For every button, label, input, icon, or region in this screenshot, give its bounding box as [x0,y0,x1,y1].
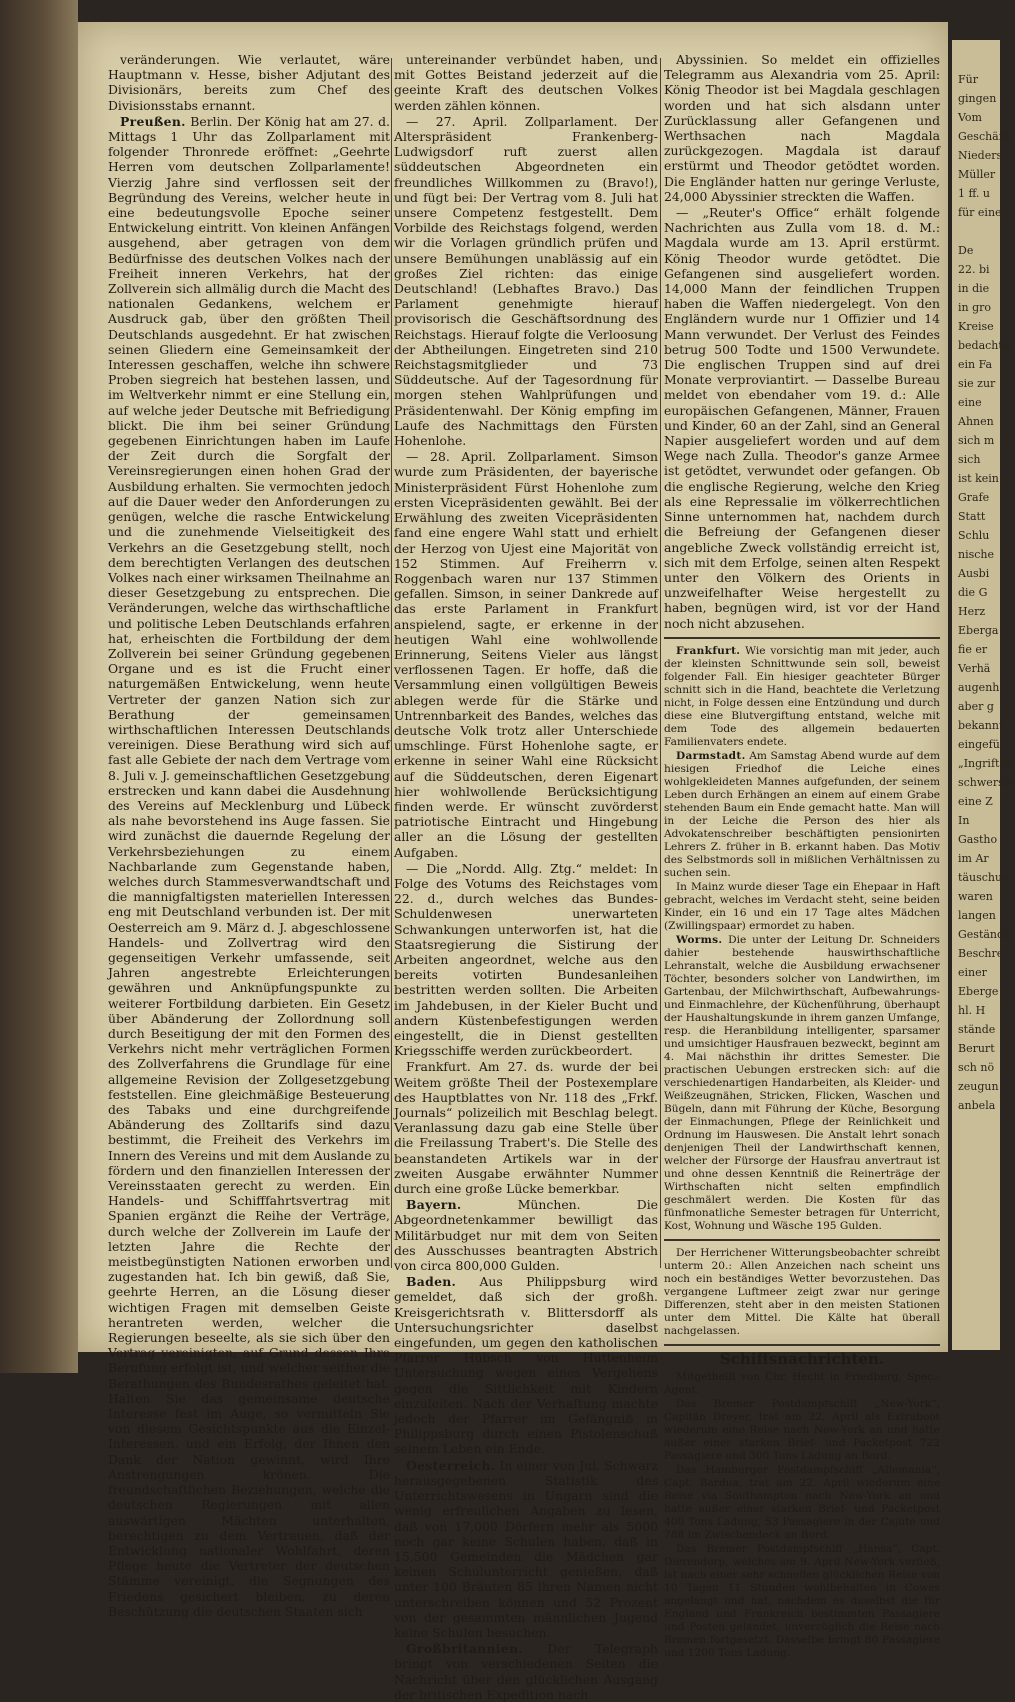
austria-heading: Oesterreich. [406,1457,496,1473]
austria-article [394,1458,658,1640]
bavaria-heading: Bayern. [406,1197,462,1213]
paragraph: untereinander verbündet haben, und mit Gottes Beistand jederzeit auf die geeinte Kraft des deutschen Volkes werden zählen können. [394,52,658,113]
worms-article [664,934,940,1233]
paragraph: — 27. April. Zollparlament. Der Alterspräsident Frankenberg-Ludwigsdorf ruft zuerst allen süddeutschen Abgeordneten ein freundliches Willkommen zu (Bravo!), und fügt bei: Der Vertrag vom 8. Juli hat unsere Competenz festgestellt. Dem Vorbilde des Reichstags folgend, werden wir die Vorlagen gründlich prüfen und unsere Bemühungen unablässig auf ein großes Ziel richten: das einige Deutschland! (Lebhaftes Bravo.) Das Parlament genehmigte hierauf provisorisch die Geschäftsordnung des Reichstags. Hierauf folgte die Verloosung der Abtheilungen. Eingetreten sind 210 Reichstagsmitglieder und 73 Süddeutsche. Auf der Tagesordnung für morgen stehen Wahlprüfungen und Präsidentenwahl. Der König empfing im Laufe des Nachmittags den Fürsten Hohenlohe. [394,113,658,449]
column-3 [664,52,940,1659]
adjacent-page-fragment [952,40,1015,1350]
baden-text: Aus Philippsburg wird gemeldet, daß sich der großh. Kreisgerichtsrath v. Blittersdorff als Untersuchungsrichter daselbst eingefunden, um gegen den katholischen Pfarrer Hübsch von Huttenheim Untersuchung wegen eines Vergehens gegen die Sittlichkeit mit Kindern einzuleiten. Nach der Verhaftung machte jedoch der Pfarrer im Gefängniß in Philippsburg durch einen Pistolenschuß seinem Leben ein Ende. [394,1274,658,1457]
intro-paragraph: veränderungen. Wie verlautet, wäre Hauptmann v. Hesse, bisher Adjutant des Divisionärs, bereits zum Chef des Divisionsstabs ernannt. [108,52,390,113]
darmstadt-article [664,750,940,880]
prussia-heading: Preußen. [120,113,186,129]
paragraph: — „Reuter's Office“ erhält folgende Nachrichten aus Zulla vom 18. d. M.: Magdala wurde am 13. April erstürmt. König Theodor wurde getödtet. Die Gefangenen sind ausgeliefert worden. 14,000 Mann der feindlichen Truppen haben die Waffen niedergelegt. Von den Engländern wurde nur 1 Offizier und 14 Mann verwundet. Der Verlust des Feindes betrug 500 Todte und 1500 Verwundete. Die englischen Truppen sind auf drei Monate verproviantirt. — Dasselbe Bureau meldet von ebendaher vom 19. d.: Alle europäischen Gefangenen, Männer, Frauen und Kinder, 60 an der Zahl, sind an General Napier ausgeliefert worden und auf dem Wege nach Zulla. Theodor's ganze Armee ist getödtet, verwundet oder gefangen. Ob die englische Regierung, welche den Krieg als eine Repressalie im völkerrechtlichen Sinne unternommen hat, nachdem durch die Befreiung der Gefangenen dieser angebliche Zweck vollständig erreicht ist, sich mit dem Erfolge, seinen alten Respekt unter den Völkern des Orients in unzweifelhafter Weise hergestellt zu haben, begnügen wird, ist vor der Hand noch nicht abzusehen. [664,205,940,631]
frankfurt-text: Wie vorsichtig man mit jeder, auch der kleinsten Schnittwunde sein soll, beweist folgender Fall. Ein hiesiger geachteter Bürger schnitt sich in die Hand, beachtete die Verletzung nicht, in Folge dessen eine Entzündung und durch diese eine Blutvergiftung entstand, welche mit dem Tode des allgemein bedauerten Familienvaters endete. [664,644,940,748]
baden-heading: Baden. [406,1274,457,1290]
worms-text: Die unter der Leitung Dr. Schneiders dahier bestehende hauswirthschaftliche Lehranstalt, welche die Ausbildung erwachsener Töchter, besonders solcher von Landwirthen, im Gartenbau, der Milchwirthschaft, Aufbewahrungs- und Einmachlehre, der Küchenführung, überhaupt der Haushaltungskunde in ihrem ganzen Umfange, resp. die Heranbildung intelligenter, sparsamer und umsichtiger Hausfrauen bezweckt, beginnt am 4. Mai nächsthin ihr drittes Semester. Die practischen Uebungen erstrecken sich: auf die verschiedenartigen Handarbeiten, als Kleider- und Weißzeugnähen, Stricken, Flicken, Waschen und Bügeln, dann mit Führung der Küche, Besorgung der Einmachungen, Pflege der Reinlichkeit und Ordnung im Hauswesen. Die Anstalt lehrt sonach denjenigen Theil der Landwirthschaft kennen, welcher der Fürsorge der Hausfrau anvertraut ist und ohne dessen Kenntniß die Reinerträge der Wirthschaften nicht selten empfindlich geschmälert werden. Die Kosten für das fünfmonatliche Semester betragen für Unterricht, Kost, Wohnung und Wäsche 195 Gulden. [664,933,940,1232]
frankfurt-heading: Frankfurt. [676,644,741,657]
frankfurt-article [664,645,940,749]
column-2 [394,52,658,1702]
britain-article [394,1641,658,1702]
baden-article [394,1274,658,1456]
section-divider [664,637,940,639]
bavaria-article [394,1197,658,1273]
paragraph: Abyssinien. So meldet ein offizielles Telegramm aus Alexandria vom 25. April: König Theodor ist bei Magdala geschlagen worden und hat sich alsdann unter Zurücklassung aller Gefangenen und Werthsachen nach Magdala zurückgezogen. Magdala ist darauf erstürmt und Theodor getödtet worden. Die Engländer hatten nur geringe Verluste, 24,000 Abyssinier streckten die Waffen. [664,52,940,204]
shipping-intro: Mitgetheilt von Chr. Hecht in Friedberg, Spec.-Agent. [664,1370,940,1396]
prussia-text: Berlin. Der König hat am 27. d. Mittags 1 Uhr das Zollparlament mit folgender Thronrede eröffnet: „Geehrte Herren vom deutschen Zollparlamente! Vierzig Jahre sind verflossen seit der Begründung des Vereins, welcher heute in eine bedeutungsvolle Epoche seiner Entwickelung eintritt. Von kleinen Anfängen ausgehend, aber getragen von dem Bedürfnisse des deutschen Volkes nach der Freiheit inneren Verkehrs, hat der Zollverein sich allmälig durch die Macht des nationalen Gedankens, welchem er Ausdruck gab, über den größten Theil Deutschlands ausgedehnt. Er hat zwischen seinen Gliedern eine Gemeinsamkeit der Interessen geschaffen, welche ihn schwere Proben siegreich hat bestehen lassen, und im Weltverkehr nimmt er eine Stellung ein, auf welche jeder Deutsche mit Befriedigung blickt. Die ihm bei seiner Gründung gegebenen Einrichtungen haben im Laufe der Zeit durch die Sorgfalt der Vereinsregierungen einen hohen Grad der Ausbildung erhalten. Sie vermochten jedoch auf die Dauer weder den Anforderungen zu genügen, welche die rasche Entwickelung und die zunehmende Vielseitigkeit des Verkehrs an die Gesetzgebung stellt, noch dem berechtigten Verlangen des deutschen Volkes nach einer wirksamen Theilnahme an dieser Gesetzgebung zu entsprechen. Die Veränderungen, welche das wirthschaftliche und politische Leben Deutschlands erfahren hat, erheischten die Fortbildung der dem Zollverein bei seiner Gründung gegebenen Organe und es ist die Frucht einer naturgemäßen Entwickelung, wenn heute Vertreter der ganzen Nation sich zur Berathung der gemeinsamen wirthschaftlichen Interessen Deutschlands vereinigen. Diese Berathung wird sich auf fast alle Gebiete der nach dem Vertrage vom 8. Juli v. J. gemeinschaftlichen Gesetzgebung erstrecken und kann dabei die Ausdehnung des Vereins auf Mecklenburg und Lübeck als nahe bevorstehend ins Auge fassen. Sie wird zunächst die dauernde Regelung der Verkehrsbeziehungen zu einem Nachbarlande zum Gegenstande haben, welches durch Stammesverwandtschaft und die mannigfaltigsten materiellen Interessen eng mit Deutschland verbunden ist. Der mit Oesterreich am 9. März d. J. abgeschlossene Handels- und Zollvertrag wird den gegenseitigen Verkehr umfassende, seit Jahren angestrebte Erleichterungen gewähren und Anknüpfungspunkte zu weiterer Fortbildung darbieten. Ein Gesetz über Abänderung der Zollordnung soll durch Beseitigung der mit den Formen des Verkehrs nicht mehr verträglichen Formen des Zollverfahrens die Grundlage für eine allgemeine Revision der Zollgesetzgebung feststellen. Eine gleichmäßige Besteuerung des Tabaks und eine durchgreifende Abänderung des Zolltarifs sind dazu bestimmt, die Freiheit des Verkehrs im Innern des Vereins und mit dem Auslande zu fördern und den finanziellen Interessen der Vereinsstaaten gerecht zu werden. Ein Handels- und Schifffahrtsvertrag mit Spanien ergänzt die Reihe der Verträge, durch welche der Zollverein im Laufe der letzten Jahre die Rechte der meistbegünstigten Nationen erworben und zugestanden hat. Ich bin gewiß, daß Sie, geehrte Herren, an die Lösung dieser wichtigen Fragen mit demselben Geiste herantreten werden, welcher die Regierungen beseelte, als sie sich über den Vertrag vereinigten, auf Grund dessen Ihre Berufung erfolgt ist, und welcher seither die Berathungen des Bundesrathes geleitet hat. Halten Sie das gemeinsame deutsche Interesse fest im Auge, so vermitteln Sie von diesem Gesichtspunkte aus die Einzel-Interessen, und ein Erfolg, der Ihnen den Dank der Nation gewinnt, wird Ihre Anstrengungen krönen. Die freundschaftlichen Beziehungen, welche die deutschen Regierungen mit allen auswärtigen Mächten unterhalten, berechtigen zu dem Vertrauen, daß der Entwicklung nationaler Wohlfahrt, deren Pflege heute die Vertreter der deutschen Stämme vereinigt, die Segnungen des Friedens gesichert bleiben, zu deren Beschützung die deutschen Staaten sich [108,113,390,1619]
adjacent-page-text: Für gingen Vom Geschäfts Nieders Müller 1 ff. u für eine De 22. bi in die in gro Kreise bedachte ein Fa sie zur eine Ahnen sich m sich ist kein Grafe Statt Schlu nische Ausbi die G Herz Eberga fie er Verhä augenh aber g bekannt eingefü „Ingriften schwerste eine Z In Gastho im Ar täuschun waren langen Geständn Beschre einer Eberge hl. H stände Berurt sch nö zeugun anbela [958,73,1015,1112]
section-divider [664,1344,940,1346]
paragraph: Frankfurt. Am 27. ds. wurde der bei Weitem größte Theil der Postexemplare des Hauptblattes von Nr. 118 des „Frkf. Journals“ polizeilich mit Beschlag belegt. Veranlassung dazu gab eine Stelle über die Freilassung Trabert's. Die Stelle des beanstandeten Artikels war in der zweiten Ausgabe erwähnter Nummer durch eine große Lücke bemerkbar. [394,1059,658,1197]
worms-heading: Worms. [676,933,723,946]
weather-article: Der Herrichener Witterungsbeobachter schreibt unterm 20.: Allen Anzeichen nach scheint uns noch ein beständiges Wetter bevorzustehen. Das vergangene Luftmeer zeigt zwar nur geringe Differenzen, steht aber in den meisten Stationen unter dem Mittel. Die Kälte hat überall nachgelassen. [664,1246,940,1337]
darmstadt-text: Am Samstag Abend wurde auf dem hiesigen Friedhof die Leiche eines wohlgekleideten Mannes aufgefunden, der seinem Leben durch Erhängen an einem auf einem Grabe stehenden Baum ein Ende gemacht hatte. Man will in der Leiche die Person des hier als Advokatenschreiber beschäftigten pensionirten Lehrers Z. früher in B. erkannt haben. Das Motiv des Selbstmords soll in mißlichen Verhältnissen zu suchen sein. [664,749,940,879]
austria-text: In einer von Jul. Schwarz herausgegebenen Statistik des Unterrichtswesens in Ungarn sind die wenig erfreulichen Angaben zu lesen, daß von 17,000 Dörfern mehr als 5000 noch gar keine Schulen haben, daß in 15,500 Gemeinden die Mädchen gar keinen Schulunterricht genießen, daß unter 100 Bräuten 85 ihren Namen nicht unterschreiben können und 52 Prozent von der gesammten männlichen Jugend keine Schulen besuchen. [394,1457,658,1640]
bavaria-text: München. Die Abgeordnetenkammer bewilligt das Militärbudget nur mit dem von Seiten des Ausschusses beantragten Abstrich von circa 800,000 Gulden. [394,1197,658,1274]
darmstadt-heading: Darmstadt. [676,749,746,762]
shipping-news-title: Schiffsnachrichten. [719,1349,885,1368]
prussia-article [108,114,390,1619]
section-divider [664,1239,940,1241]
shipping-item: Das Bremer Postdampfschiff „New-York“, Capitän Dreyer, trat am 22. April als Extraboot wiederum eine Reise nach New-York an und hatte außer einer starken Brief- und Packetpost 722 Passagiere und 300 Tons Ladung an Bord. [664,1397,940,1462]
paragraph: — Die „Nordd. Allg. Ztg.“ meldet: In Folge des Votums des Reichstages vom 22. d., durch welches das Bundes-Schuldenwesen unerwarteten Schwankungen unterworfen ist, hat die Staatsregierung die Sistirung der Arbeiten angeordnet, welche aus den bereits votirten Bundesanleihen bestritten werden sollten. Die Arbeiten im Jahdebusen, in der Kieler Bucht und andern Küstenbefestigungen werden eingestellt, die in Dienst gestellten Kriegsschiffe werden zurückbeordert. [394,860,658,1059]
column-1 [108,52,390,1619]
column-divider [660,58,661,1268]
mainz-article: In Mainz wurde dieser Tage ein Ehepaar in Haft gebracht, welches im Verdacht steht, seine beiden Kinder, ein 16 und ein 17 Tage altes Mädchen (Zwillingspaar) ermordet zu haben. [664,880,940,932]
paragraph: — 28. April. Zollparlament. Simson wurde zum Präsidenten, der bayerische Ministerpräsident Fürst Hohenlohe zum ersten Vicepräsidenten gewählt. Bei der Erwählung des zweiten Vicepräsidenten fand eine engere Wahl statt und erhielt der Herzog von Ujest eine Majorität von 152 Stimmen. Auf Freiherrn v. Roggenbach waren nur 137 Stimmen gefallen. Simson, in seiner Dankrede auf das erste Parlament in Frankfurt anspielend, sagte, er erkenne in der heutigen Wahl eine wohlwollende Erinnerung, Seitens Vieler aus längst verflossenen Tagen. Er hoffe, daß die Versammlung einen vollgültigen Beweis ablegen werde für die Stärke und Untrennbarkeit des Bandes, welches das deutsche Volk trotz aller Unterschiede umschlinge. Fürst Hohenlohe sagte, er erkenne in seiner Wahl eine Rücksicht auf die Süddeutschen, deren Eigenart hier wohlwollende Berücksichtigung finden werde. Er wünscht zuvörderst patriotische Eintracht und Hingebung aller an die Lösung der gestellten Aufgaben. [394,449,658,860]
book-spine [0,0,78,1373]
britain-text: Der Telegraph bringt von verschiedenen Seiten die Nachricht über den glücklichen Ausgang der britischen Expedition nach [394,1641,658,1702]
britain-heading: Großbritannien. [406,1641,523,1657]
shipping-item: Das Bremer Postdampfschiff „Hansa“, Capt. Dierendorp, welches am 9. April New-York verließ, ist nach einer sehr schnellen glücklichen Reise von 10 Tagen 11 Stunden wohlbehalten in Cowes angelangt und hat, nachdem es daselbst die für England und Frankreich bestimmten Passagiere und Posten gelandet, unverzüglich die Reise nach Bremen fortgesetzt. Dasselbe bringt 80 Passagiere und 1200 Tons Ladung. [664,1542,940,1659]
column-divider [391,58,392,1268]
shipping-item: Das Hamburger Postdampfschiff „Allemania“, Capt. Bardua, trat am 22. April wiederum eine Reise via Southampton nach New-York an und hatte außer einer starken Brief- und Packetpost 400 Tons Ladung, 53 Passagiere in der Cajüte und 788 im Zwischendeck an Bord. [664,1463,940,1541]
